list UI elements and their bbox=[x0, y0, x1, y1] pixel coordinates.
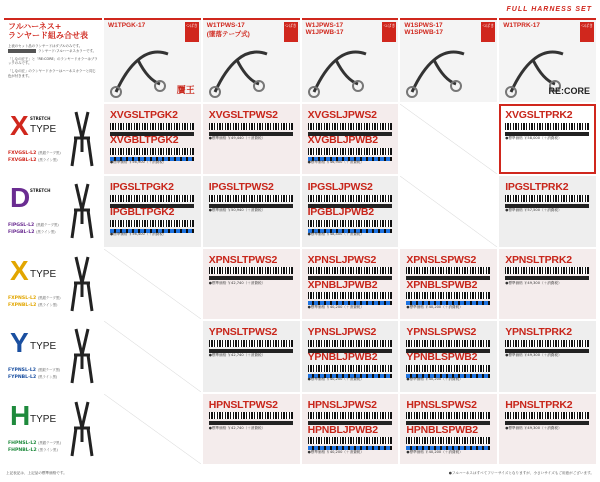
combo-cell[interactable] bbox=[499, 249, 596, 319]
sku-code: HPNBLJPWB2 bbox=[307, 423, 378, 436]
barcode-icon bbox=[406, 365, 490, 372]
type-logo: Y bbox=[10, 327, 29, 359]
sku-code: IPGSLTPRK2 bbox=[505, 181, 569, 194]
price-label: ●標準価格 ￥56,400（＋消費税） bbox=[110, 232, 167, 237]
barcode-icon bbox=[406, 292, 490, 299]
sku-code: IPGBLJPWB2 bbox=[307, 206, 374, 219]
sku-code: XVGSLTPRK2 bbox=[505, 109, 573, 121]
model-1 bbox=[8, 440, 61, 446]
model-2-code: FXPNBL-L2 bbox=[8, 302, 37, 308]
model-1 bbox=[8, 150, 61, 156]
barcode bbox=[209, 123, 293, 130]
barcode bbox=[308, 123, 392, 130]
sku-item[interactable] bbox=[110, 110, 197, 136]
column-header bbox=[499, 18, 596, 102]
model-2 bbox=[8, 447, 58, 453]
sku-item[interactable] bbox=[505, 255, 592, 281]
sku-item[interactable] bbox=[209, 182, 296, 208]
type-label: TYPE bbox=[30, 124, 57, 135]
column-code: W1TPRK-17 bbox=[503, 22, 541, 29]
model-1-note: (黒銀テープ黒) bbox=[38, 440, 61, 445]
model-1 bbox=[8, 222, 59, 228]
barcode-icon bbox=[505, 267, 589, 274]
price-label: ●標準価格 ￥40,200（＋消費税） bbox=[406, 377, 463, 382]
model-1-code: FHPNSL-L2 bbox=[8, 440, 37, 446]
combo-cell[interactable] bbox=[203, 394, 300, 464]
sku-item[interactable] bbox=[308, 207, 395, 233]
row-header bbox=[4, 394, 102, 464]
model-2 bbox=[8, 157, 58, 163]
strap-swatch bbox=[209, 421, 293, 425]
price-label: ●標準価格 ￥40,200（＋消費税） bbox=[307, 449, 364, 454]
column-code: W1SPWS-17 bbox=[404, 22, 443, 29]
barcode-icon bbox=[308, 340, 392, 347]
sku-item[interactable] bbox=[505, 327, 592, 353]
combo-cell bbox=[104, 249, 201, 319]
legend-swatch-label: ランヤード:フルハーネスカラーです。 bbox=[38, 49, 96, 54]
model-2-code: FXVGBL-L2 bbox=[8, 158, 37, 163]
legend-swatch-row bbox=[8, 49, 98, 54]
combo-cell bbox=[104, 394, 201, 464]
barcode-icon bbox=[110, 195, 194, 202]
model-2-code: FHPNBL-L2 bbox=[8, 447, 37, 453]
price-label: ●標準価格 ￥50,940（＋消費税） bbox=[208, 208, 266, 213]
combo-cell[interactable] bbox=[302, 104, 399, 174]
type-logo: H bbox=[10, 399, 31, 431]
barcode bbox=[505, 412, 589, 419]
sku-code: XPNSLTPWS2 bbox=[208, 253, 278, 266]
price-label: ●標準価格 ￥42,740（＋消費税） bbox=[208, 280, 266, 285]
price-label: ●標準価格 ￥46,900（＋消費税） bbox=[307, 160, 364, 164]
strap-swatch bbox=[505, 276, 589, 280]
combo-cell[interactable] bbox=[400, 321, 497, 391]
model-2-note: (黒ライン黒) bbox=[37, 375, 58, 380]
type-label: TYPE bbox=[30, 341, 57, 353]
sku-code: HPNSLJPWS2 bbox=[307, 398, 377, 411]
type-label: TYPE bbox=[30, 413, 57, 425]
barcode bbox=[308, 220, 392, 227]
strap-swatch bbox=[8, 49, 36, 53]
sku-item[interactable] bbox=[406, 352, 493, 378]
price-label: ●標準価格 ￥49,300（＋消費税） bbox=[505, 425, 562, 430]
model-1-code: FXVGSL-L2 bbox=[8, 151, 37, 156]
model-1-note: (黒銀テープ黒) bbox=[37, 151, 61, 155]
barcode-icon bbox=[110, 220, 194, 227]
sku-item[interactable] bbox=[406, 255, 493, 281]
column-header bbox=[104, 18, 201, 102]
sku-code: YPNBLJPWB2 bbox=[307, 351, 378, 364]
type-sub: STRETCH bbox=[30, 188, 51, 194]
column-header bbox=[302, 18, 399, 102]
sku-item[interactable] bbox=[308, 110, 395, 136]
barcode bbox=[308, 437, 392, 444]
legend-note-3: 「しなの匠」のランヤードカラーはハーネスカラーと同じ色が付きます。 bbox=[8, 68, 96, 78]
sku-item[interactable] bbox=[308, 280, 395, 306]
barcode bbox=[110, 123, 194, 130]
barcode-icon bbox=[505, 195, 589, 202]
strap-swatch bbox=[505, 132, 589, 136]
combo-cell[interactable] bbox=[499, 104, 596, 174]
sku-item[interactable] bbox=[406, 400, 493, 426]
sku-code: IPGSLJPWS2 bbox=[307, 181, 373, 194]
barcode-icon bbox=[308, 437, 392, 444]
column-code-2: W1SPWB-17 bbox=[404, 29, 444, 36]
type-logo: D bbox=[10, 182, 31, 214]
column-code: W1TPWS-17 bbox=[206, 22, 245, 29]
brand-tag: つばき bbox=[185, 22, 199, 42]
model-2-code: FIPGBL-L2 bbox=[8, 230, 35, 236]
sku-code: XVGSLTPWS2 bbox=[208, 109, 278, 121]
row-header bbox=[4, 176, 102, 246]
sku-item[interactable] bbox=[406, 327, 493, 353]
sku-item[interactable] bbox=[209, 110, 296, 136]
barcode bbox=[406, 340, 490, 347]
combo-cell[interactable] bbox=[203, 321, 300, 391]
combo-cell[interactable] bbox=[203, 176, 300, 246]
sku-code: HPNBLSPWB2 bbox=[406, 423, 478, 436]
lanyard-image bbox=[404, 40, 490, 100]
model-2-note: (黒ライン黒) bbox=[38, 447, 58, 452]
harness-image bbox=[66, 398, 98, 460]
price-label: ●標準価格 ￥56,900（＋消費税） bbox=[110, 160, 167, 164]
barcode-icon bbox=[308, 195, 392, 202]
harness-grid bbox=[4, 18, 596, 464]
barcode-icon bbox=[308, 220, 392, 227]
combo-cell[interactable] bbox=[302, 176, 399, 246]
row-header bbox=[4, 249, 102, 319]
sku-item[interactable] bbox=[209, 327, 296, 353]
price-label: ●標準価格 ￥49,440（＋消費税） bbox=[208, 136, 266, 140]
sku-item[interactable] bbox=[209, 255, 296, 281]
price-label: ●標準価格 ￥42,740（＋消費税） bbox=[208, 425, 266, 430]
strap-swatch bbox=[209, 132, 293, 136]
combo-cell bbox=[104, 321, 201, 391]
sku-code: XVGSLJPWS2 bbox=[307, 109, 377, 121]
row-header bbox=[4, 321, 102, 391]
barcode bbox=[209, 412, 293, 419]
combo-cell[interactable] bbox=[499, 321, 596, 391]
combo-cell[interactable] bbox=[400, 249, 497, 319]
combo-cell[interactable] bbox=[499, 394, 596, 464]
legend-note-1: 上表のセット品のランヤードはダブルのみです。 bbox=[8, 43, 83, 48]
sku-item[interactable] bbox=[110, 182, 197, 208]
price-label: ●標準価格 ￥49,300（＋消費税） bbox=[505, 280, 562, 285]
price-label: ●標準価格 ￥57,500（＋消費税） bbox=[505, 208, 562, 213]
legend-note-2: 「しなの匠王」と「RE:CORE」のランヤードカラーはブラックのみです。 bbox=[8, 56, 98, 66]
column-code: W1TPGK-17 bbox=[108, 22, 146, 29]
combo-cell[interactable] bbox=[203, 104, 300, 174]
barcode bbox=[308, 267, 392, 274]
barcode bbox=[110, 148, 194, 155]
price-label: ●標準価格 ￥58,000（＋消費税） bbox=[505, 136, 562, 140]
barcode bbox=[406, 292, 490, 299]
sku-item[interactable] bbox=[406, 425, 493, 451]
sku-item[interactable] bbox=[308, 400, 395, 426]
combo-cell[interactable] bbox=[302, 321, 399, 391]
barcode bbox=[505, 123, 589, 130]
harness-image bbox=[66, 108, 98, 170]
model-1 bbox=[8, 295, 61, 301]
barcode-icon bbox=[308, 267, 392, 274]
barcode bbox=[406, 437, 490, 444]
legend-title-1: フルハーネス+ bbox=[8, 22, 62, 31]
sku-item[interactable] bbox=[505, 400, 592, 426]
barcode-icon bbox=[209, 267, 293, 274]
barcode bbox=[209, 195, 293, 202]
price-label: ●標準価格 ￥49,300（＋消費税） bbox=[505, 353, 562, 358]
model-2-note: (黒ライン黒) bbox=[38, 158, 58, 162]
model-2-code: FYPNBL-L2 bbox=[8, 375, 37, 381]
model-1-note: (黒銀テープ黒) bbox=[37, 295, 61, 300]
sku-code: IPGSLTPWS2 bbox=[208, 181, 274, 194]
combo-cell[interactable] bbox=[104, 104, 201, 174]
sku-item[interactable] bbox=[110, 135, 197, 161]
sku-code: XPNBLSPWB2 bbox=[406, 278, 478, 291]
combo-cell[interactable] bbox=[302, 249, 399, 319]
combo-cell[interactable] bbox=[302, 394, 399, 464]
sku-code: XPNBLJPWB2 bbox=[307, 278, 378, 291]
model-2-note: (黒ライン黒) bbox=[37, 302, 58, 307]
model-1-code: FYPNSL-L2 bbox=[8, 368, 36, 374]
brand-tag: つばき bbox=[382, 22, 396, 42]
model-1-code: FIPGSL-L2 bbox=[8, 223, 35, 229]
model-2 bbox=[8, 374, 57, 380]
combo-cell bbox=[400, 176, 497, 246]
sku-code: YPNSLTPWS2 bbox=[208, 326, 278, 339]
harness-image bbox=[66, 180, 98, 242]
model-1 bbox=[8, 367, 60, 373]
sku-item[interactable] bbox=[406, 280, 493, 306]
barcode-icon bbox=[209, 340, 293, 347]
sku-code: XVGSLTPGK2 bbox=[110, 109, 178, 121]
sku-item[interactable] bbox=[505, 110, 592, 136]
type-logo: X bbox=[10, 110, 29, 141]
sku-code: XPNSLJPWS2 bbox=[307, 253, 377, 266]
lanyard-image bbox=[306, 40, 392, 100]
footer-left: 上記表記は、上記品の標準価格です。 bbox=[6, 471, 67, 475]
sku-item[interactable] bbox=[308, 327, 395, 353]
barcode bbox=[110, 220, 194, 227]
harness-image bbox=[66, 325, 98, 387]
row-header bbox=[4, 104, 102, 174]
column-tag: 贋王 bbox=[176, 85, 195, 95]
model-2-note: (黒ライン黒) bbox=[36, 230, 56, 235]
sku-item[interactable] bbox=[308, 425, 395, 451]
barcode bbox=[308, 195, 392, 202]
barcode bbox=[308, 412, 392, 419]
combo-cell[interactable] bbox=[499, 176, 596, 246]
price-label: ●標準価格 ￥40,200（＋消費税） bbox=[406, 304, 463, 309]
price-label: ●標準価格 ￥48,400（＋消費税） bbox=[307, 232, 364, 237]
sku-code: IPGSLTPGK2 bbox=[110, 181, 174, 194]
barcode bbox=[110, 195, 194, 202]
price-label: ●標準価格 ￥40,200（＋消費税） bbox=[406, 449, 463, 454]
barcode-icon bbox=[110, 123, 194, 130]
barcode bbox=[209, 267, 293, 274]
column-header bbox=[400, 18, 497, 102]
sku-code: XPNSLTPRK2 bbox=[505, 253, 572, 266]
barcode-icon bbox=[308, 292, 392, 299]
combo-cell bbox=[400, 104, 497, 174]
brand-tag: つばき bbox=[284, 22, 298, 42]
barcode bbox=[308, 148, 392, 155]
model-1-note: (黒銀テープ黒) bbox=[35, 223, 59, 228]
type-logo: X bbox=[10, 254, 29, 286]
barcode-icon bbox=[110, 148, 194, 155]
barcode-icon bbox=[406, 340, 490, 347]
combo-cell[interactable] bbox=[104, 176, 201, 246]
sku-item[interactable] bbox=[308, 135, 395, 161]
barcode-icon bbox=[406, 437, 490, 444]
sku-item[interactable] bbox=[308, 352, 395, 378]
sku-code: YPNSLTPRK2 bbox=[505, 326, 572, 339]
column-header bbox=[203, 18, 300, 102]
brand-tag: つばき bbox=[580, 22, 594, 42]
strap-swatch bbox=[209, 276, 293, 280]
harness-image bbox=[66, 253, 98, 315]
barcode bbox=[406, 412, 490, 419]
barcode-icon bbox=[209, 412, 293, 419]
barcode-icon bbox=[209, 123, 293, 130]
barcode-icon bbox=[308, 123, 392, 130]
sku-item[interactable] bbox=[308, 182, 395, 208]
column-code-2: W1JPWB-17 bbox=[305, 29, 344, 36]
model-2 bbox=[8, 229, 56, 235]
barcode-icon bbox=[209, 195, 293, 202]
combo-cell[interactable] bbox=[203, 249, 300, 319]
sku-code: HPNSLTPRK2 bbox=[505, 398, 573, 411]
model-1-code: FXPNSL-L2 bbox=[8, 295, 37, 301]
column-tag: RE:CORE bbox=[548, 86, 590, 96]
sku-item[interactable] bbox=[505, 182, 592, 208]
brand-tag: つばき bbox=[481, 22, 495, 42]
sku-code: XPNSLSPWS2 bbox=[406, 253, 477, 266]
sku-code: YPNSLSPWS2 bbox=[406, 326, 477, 339]
barcode-icon bbox=[406, 412, 490, 419]
sku-item[interactable] bbox=[209, 400, 296, 426]
barcode-icon bbox=[308, 412, 392, 419]
barcode bbox=[308, 340, 392, 347]
barcode bbox=[505, 267, 589, 274]
legend bbox=[4, 18, 102, 102]
sku-code: XVGBLTPGK2 bbox=[110, 134, 179, 146]
barcode-icon bbox=[406, 267, 490, 274]
barcode bbox=[505, 340, 589, 347]
sku-code: YPNSLJPWS2 bbox=[307, 326, 377, 339]
column-code: W1JPWS-17 bbox=[305, 22, 344, 29]
combo-cell[interactable] bbox=[400, 394, 497, 464]
column-code-2: (墜落テープ式) bbox=[206, 31, 250, 38]
model-2 bbox=[8, 302, 57, 308]
barcode-icon bbox=[505, 340, 589, 347]
sku-code: HPNSLTPWS2 bbox=[208, 398, 278, 411]
sku-code: XVGBLJPWB2 bbox=[307, 134, 378, 146]
barcode bbox=[406, 267, 490, 274]
barcode-icon bbox=[505, 412, 589, 419]
model-1-note: (黒銀テープ黒) bbox=[37, 368, 61, 373]
barcode bbox=[406, 365, 490, 372]
barcode-icon bbox=[308, 365, 392, 372]
strap-swatch bbox=[505, 421, 589, 425]
barcode-icon bbox=[505, 123, 589, 130]
legend-title-2: ランヤード組み合せ表 bbox=[8, 30, 88, 40]
price-label: ●標準価格 ￥42,740（＋消費税） bbox=[208, 353, 266, 358]
type-label: TYPE bbox=[30, 268, 57, 280]
type-sub: STRETCH bbox=[30, 116, 51, 121]
sku-item[interactable] bbox=[110, 207, 197, 233]
sku-code: IPGBLTPGK2 bbox=[110, 206, 175, 219]
barcode bbox=[209, 340, 293, 347]
barcode-icon bbox=[308, 148, 392, 155]
barcode bbox=[308, 292, 392, 299]
barcode bbox=[308, 365, 392, 372]
barcode bbox=[505, 195, 589, 202]
sku-item[interactable] bbox=[308, 255, 395, 281]
sku-code: HPNSLSPWS2 bbox=[406, 398, 477, 411]
price-label: ●標準価格 ￥40,200（＋消費税） bbox=[307, 377, 364, 382]
footer-right: ●フルハーネスはすべてフリーサイズとなりますが、小さいサイズもご用意がございます。 bbox=[448, 471, 594, 475]
sku-code: YPNBLSPWB2 bbox=[406, 351, 478, 364]
price-label: ●標準価格 ￥40,200（＋消費税） bbox=[307, 304, 364, 309]
page-title: FULL HARNESS SET bbox=[506, 6, 592, 13]
lanyard-image bbox=[207, 40, 293, 100]
